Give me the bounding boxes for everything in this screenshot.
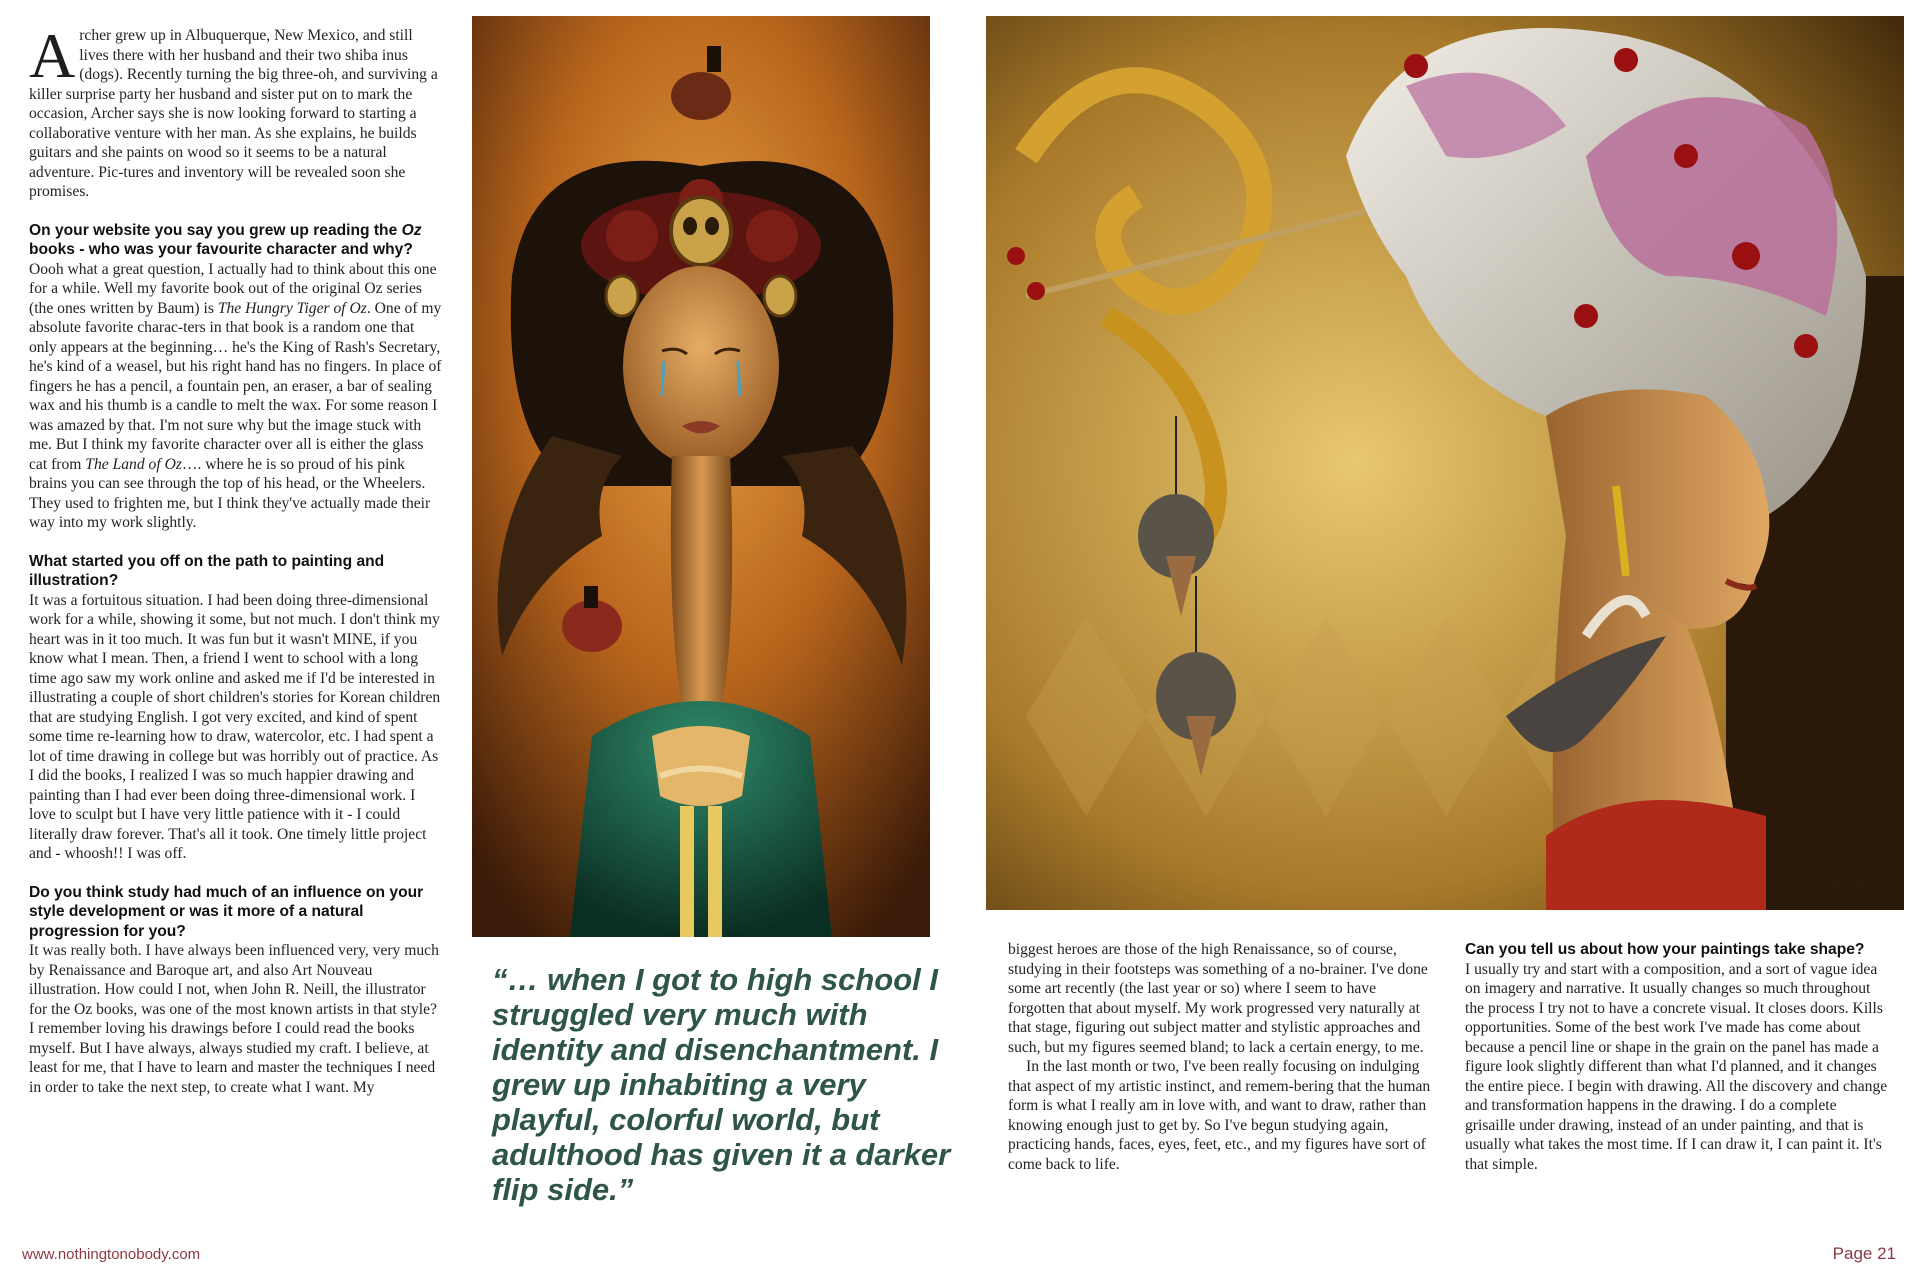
question-study-influence: Do you think study had much of an influence on your style development or was it more of a natural progression for you?	[29, 883, 424, 940]
painting-profile-svg	[986, 16, 1904, 910]
intro-paragraph	[29, 20, 444, 202]
answer-study-influence: It was really both. I have always been influenced very, very much by Renaissance and Baroque art, and also Art Nouveau illustration. How could I not, when John R. Neill, the illustrator for the Oz books, was one of the most known artists in that style? I remember loving his drawings before I could read the books myself. But I have always, always studied my craft. I believe, at least for me, that I have to learn and master the techniques I need in order to take the next step, to create what I want. My	[29, 942, 439, 1096]
question-paintings-shape: Can you tell us about how your paintings take shape?	[1465, 941, 1865, 958]
painting-profile-with-birds	[986, 16, 1904, 910]
painting-signature: ARCHER	[1821, 873, 1881, 889]
article-column-1	[29, 20, 444, 1097]
answer-paintings-shape: I usually try and start with a composition, and a sort of vague idea on imagery and narrative. It usually changes so much throughout the process I try not to have a concrete visual. It closes doors. Kills opportunities. Some of the best work I've made has come about because a pencil line or shape in the grain on the panel has made a figure look slightly different than what I'd planned, and it changes the entire piece. I begin with drawing. All the discovery and change and transformation happens in the drawing. I do a complete grisaille under drawing, instead of an under painting, and that is usually what takes the most time. If I can draw it, I can paint it. It's that simple.	[1465, 960, 1888, 1173]
pull-quote: “… when I got to high school I struggled very much with identity and disenchantment. I grew up inhabiting a very playful, colorful world, but adulthood has given it a darker flip side.”	[492, 962, 951, 1207]
article-column-3	[1008, 940, 1433, 1174]
answer-oz: Oooh what a great question, I actually had to think about this one for a while. Well my favorite book out of the original Oz series (the ones written by Baum) is The Hungry Tiger of Oz. One of my absolute favorite charac-ters in that book is a random one that only appears at the beginning… he's the King of Rash's Secretary, he's kind of a weasel, but his right hand has no fingers. In place of fingers he has a pencil, a fountain pen, an eraser, a bar of sealing wax and his thumb is a candle to melt the wax. For some reason I was amazed by that. I'm not sure why but the image stuck with me. But I think my favorite character over all is either the glass cat from The Land of Oz…. where he is so proud of his pink brains you can see through the top of his head, or the Wheelers. They used to frighten me, but I think they've actually made their way into my work slightly.	[29, 260, 442, 531]
question-painting-start: What started you off on the path to painting and illustration?	[29, 552, 385, 589]
intro-text: rcher grew up in Albuquerque, New Mexico, and still lives there with her husband and their two shiba inus (dogs). Recently turning the big three-oh, and surviving a killer surprise party her husband and sister put on to mark the occasion, Archer says she is now looking forward to starting a collaborative venture with her man. As she explains, he builds guitars and she paints on wood so it seems to be a natural adventure. Pic-tures and inventory will be revealed soon she promises.	[29, 27, 438, 200]
painting-portrait-skull-crown	[472, 16, 930, 937]
drop-cap: A	[29, 20, 76, 91]
recent-focus-paragraph: In the last month or two, I've been really focusing on indulging that aspect of my artistic instinct, and remem-bering that the human form is what I really am in love with, and want to draw, rather than knowing enough just to get by. So I've begun studying again, practicing hands, faces, eyes, feet, etc., and my figures have sort of come back to life.	[1008, 1058, 1431, 1173]
article-column-4	[1465, 940, 1890, 1174]
website-link[interactable]: www.nothingtonobody.com	[22, 1246, 201, 1263]
renaissance-paragraph: biggest heroes are those of the high Renaissance, so of course, studying in their footsteps was something of a no-brainer. I've done some art recently (the last year or so) where I seem to have forgotten that about myself. My work progressed very naturally at that stage, figuring out subject matter and stylistic approaches and such, but my figures seemed bland; to lack a certain energy, to me.	[1008, 941, 1428, 1056]
painting-portrait-svg	[472, 16, 930, 937]
question-oz: On your website you say you grew up reading the Oz books - who was your favourite character and why?	[29, 221, 422, 258]
answer-painting-start: It was a fortuitous situation. I had been doing three-dimensional work for a while, showing it some, but not much. I don't think my heart was in it too much. It was fun but it wasn't MINE, if you know what I mean. Then, a friend I went to school with a long time ago saw my work online and asked me if I'd be interested in illustrating a couple of short children's stories for Korean children that are studying English. I got very excited, and kind of spent some time re-learning how to draw, watercolor, etc. I had spent a lot of time drawing in college but was horribly out of practice. As I did the books, I realized I was so much happier drawing and painting than I had ever been doing three-dimensional work. I love to sculpt but I have very little patience with it - I could literally draw forever. That's all it took. One timely little project and - whoosh!! I was off.	[29, 591, 441, 862]
page-number: Page 21	[1832, 1244, 1896, 1263]
